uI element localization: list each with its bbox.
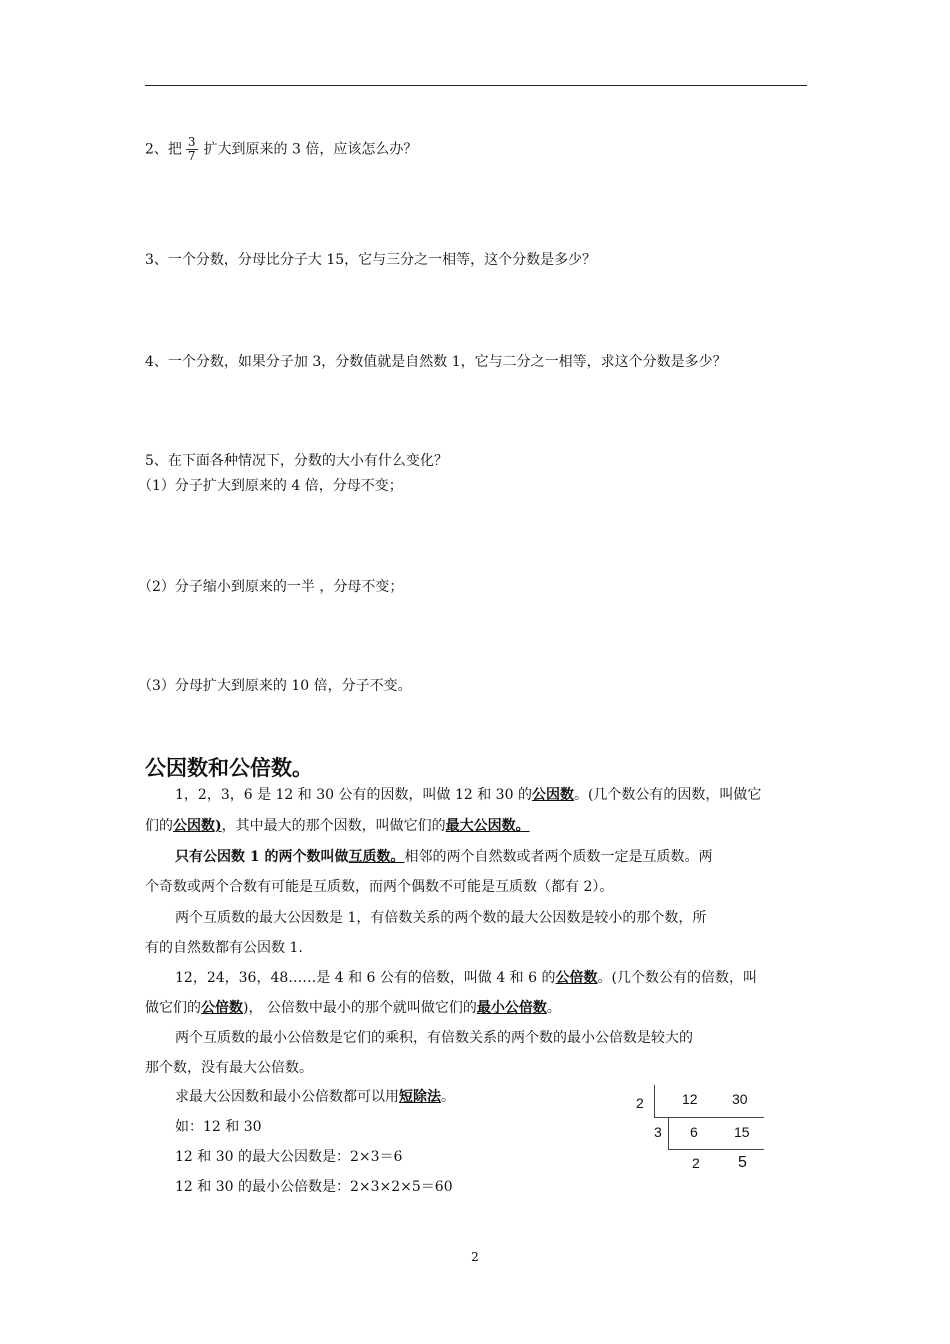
paragraph-5: 两个互质数的最小公倍数是它们的乘积，有倍数关系的两个数的最小公倍数是较大的 xyxy=(175,1030,693,1046)
result-a3: 2 xyxy=(692,1155,700,1171)
quotient-b2: 15 xyxy=(734,1124,750,1140)
paragraph-5-cont: 那个数，没有最大公倍数。 xyxy=(145,1060,313,1076)
text: 求最大公因数和最小公倍数都可以用 xyxy=(175,1089,399,1105)
example-label: 如：12 和 30 xyxy=(175,1119,262,1135)
text: ，其中最大的那个因数，叫做它们的 xyxy=(221,818,446,834)
fraction-denominator: 7 xyxy=(187,149,196,163)
short-division-diagram xyxy=(630,1085,770,1180)
question-3: 3、一个分数，分母比分子大 15，它与三分之一相等，这个分数是多少？ xyxy=(145,252,597,268)
question-2-prefix: 2、把 xyxy=(145,141,182,158)
result-b3: 5 xyxy=(738,1154,747,1171)
text: )， 公倍数中最小的那个就叫做它们的 xyxy=(243,1000,477,1016)
division-line xyxy=(668,1149,764,1150)
term-common-factor: 公因数 xyxy=(531,787,574,803)
question-2 xyxy=(145,136,417,163)
text: 。(几个数公有的倍数，叫 xyxy=(597,970,757,986)
term-gcd: 最大公因数。 xyxy=(445,818,530,834)
text: 1，2，3，6 是 12 和 30 公有的因数，叫做 12 和 30 的 xyxy=(175,787,532,803)
text: 们的 xyxy=(145,818,173,834)
fraction-three-sevenths xyxy=(186,136,198,163)
section-title: 公因数和公倍数。 xyxy=(145,756,313,780)
paragraph-1-cont xyxy=(145,816,530,836)
text: 。 xyxy=(546,1000,561,1016)
divisor-1: 2 xyxy=(636,1095,644,1111)
dividend-a1: 12 xyxy=(682,1091,698,1107)
text: 只有公因数 1 的两个数叫做 xyxy=(175,849,349,865)
text: 。(几个数公有的因数，叫做它 xyxy=(573,787,762,803)
term-short-division: 短除法 xyxy=(399,1089,441,1105)
text: 。 xyxy=(441,1089,455,1105)
paragraph-1 xyxy=(175,785,761,805)
term-coprime: 互质数。 xyxy=(348,849,405,865)
question-2-suffix: 扩大到原来的 3 倍，应该怎么办？ xyxy=(203,141,418,158)
term-lcm: 最小公倍数 xyxy=(476,1000,547,1016)
divisor-2: 3 xyxy=(654,1124,662,1140)
example-gcd: 12 和 30 的最大公因数是：2×3＝6 xyxy=(175,1149,403,1165)
paragraph-4-cont xyxy=(145,998,561,1018)
question-4: 4、一个分数，如果分子加 3，分数值就是自然数 1，它与二分之一相等，求这个分数是多少？ xyxy=(145,354,727,370)
dividend-b1: 30 xyxy=(732,1091,748,1107)
quotient-a2: 6 xyxy=(690,1124,698,1140)
text: 12，24，36，48……是 4 和 6 公有的倍数，叫做 4 和 6 的 xyxy=(175,970,556,986)
text: 做它们的 xyxy=(145,1000,201,1016)
question-5-title: 5、在下面各种情况下，分数的大小有什么变化？ xyxy=(145,453,448,469)
page-number: 2 xyxy=(471,1250,479,1264)
term-common-factor: 公因数) xyxy=(173,818,222,834)
term-common-multiple: 公倍数 xyxy=(201,1000,243,1016)
header-rule xyxy=(145,85,807,86)
division-bar xyxy=(654,1085,655,1117)
question-5-item-1: （1）分子扩大到原来的 4 倍，分母不变； xyxy=(138,478,403,494)
text: 相邻的两个自然数或者两个质数一定是互质数。两 xyxy=(404,849,713,865)
paragraph-6 xyxy=(175,1087,455,1107)
fraction-numerator: 3 xyxy=(187,135,196,149)
paragraph-3-cont: 有的自然数都有公因数 1. xyxy=(145,940,303,956)
example-lcm: 12 和 30 的最小公倍数是：2×3×2×5＝60 xyxy=(175,1179,453,1195)
term-common-multiple: 公倍数 xyxy=(555,970,598,986)
division-line xyxy=(654,1117,764,1118)
paragraph-3: 两个互质数的最大公因数是 1，有倍数关系的两个数的最大公因数是较小的那个数，所 xyxy=(175,910,707,926)
paragraph-2-cont: 个奇数或两个合数有可能是互质数，而两个偶数不可能是互质数（都有 2）。 xyxy=(145,879,614,895)
question-5-item-3: （3）分母扩大到原来的 10 倍，分子不变。 xyxy=(138,678,412,694)
paragraph-2 xyxy=(175,847,713,867)
division-bar xyxy=(668,1117,669,1149)
question-5-item-2: （2）分子缩小到原来的一半 ，分母不变； xyxy=(138,579,404,595)
paragraph-4 xyxy=(175,968,757,988)
